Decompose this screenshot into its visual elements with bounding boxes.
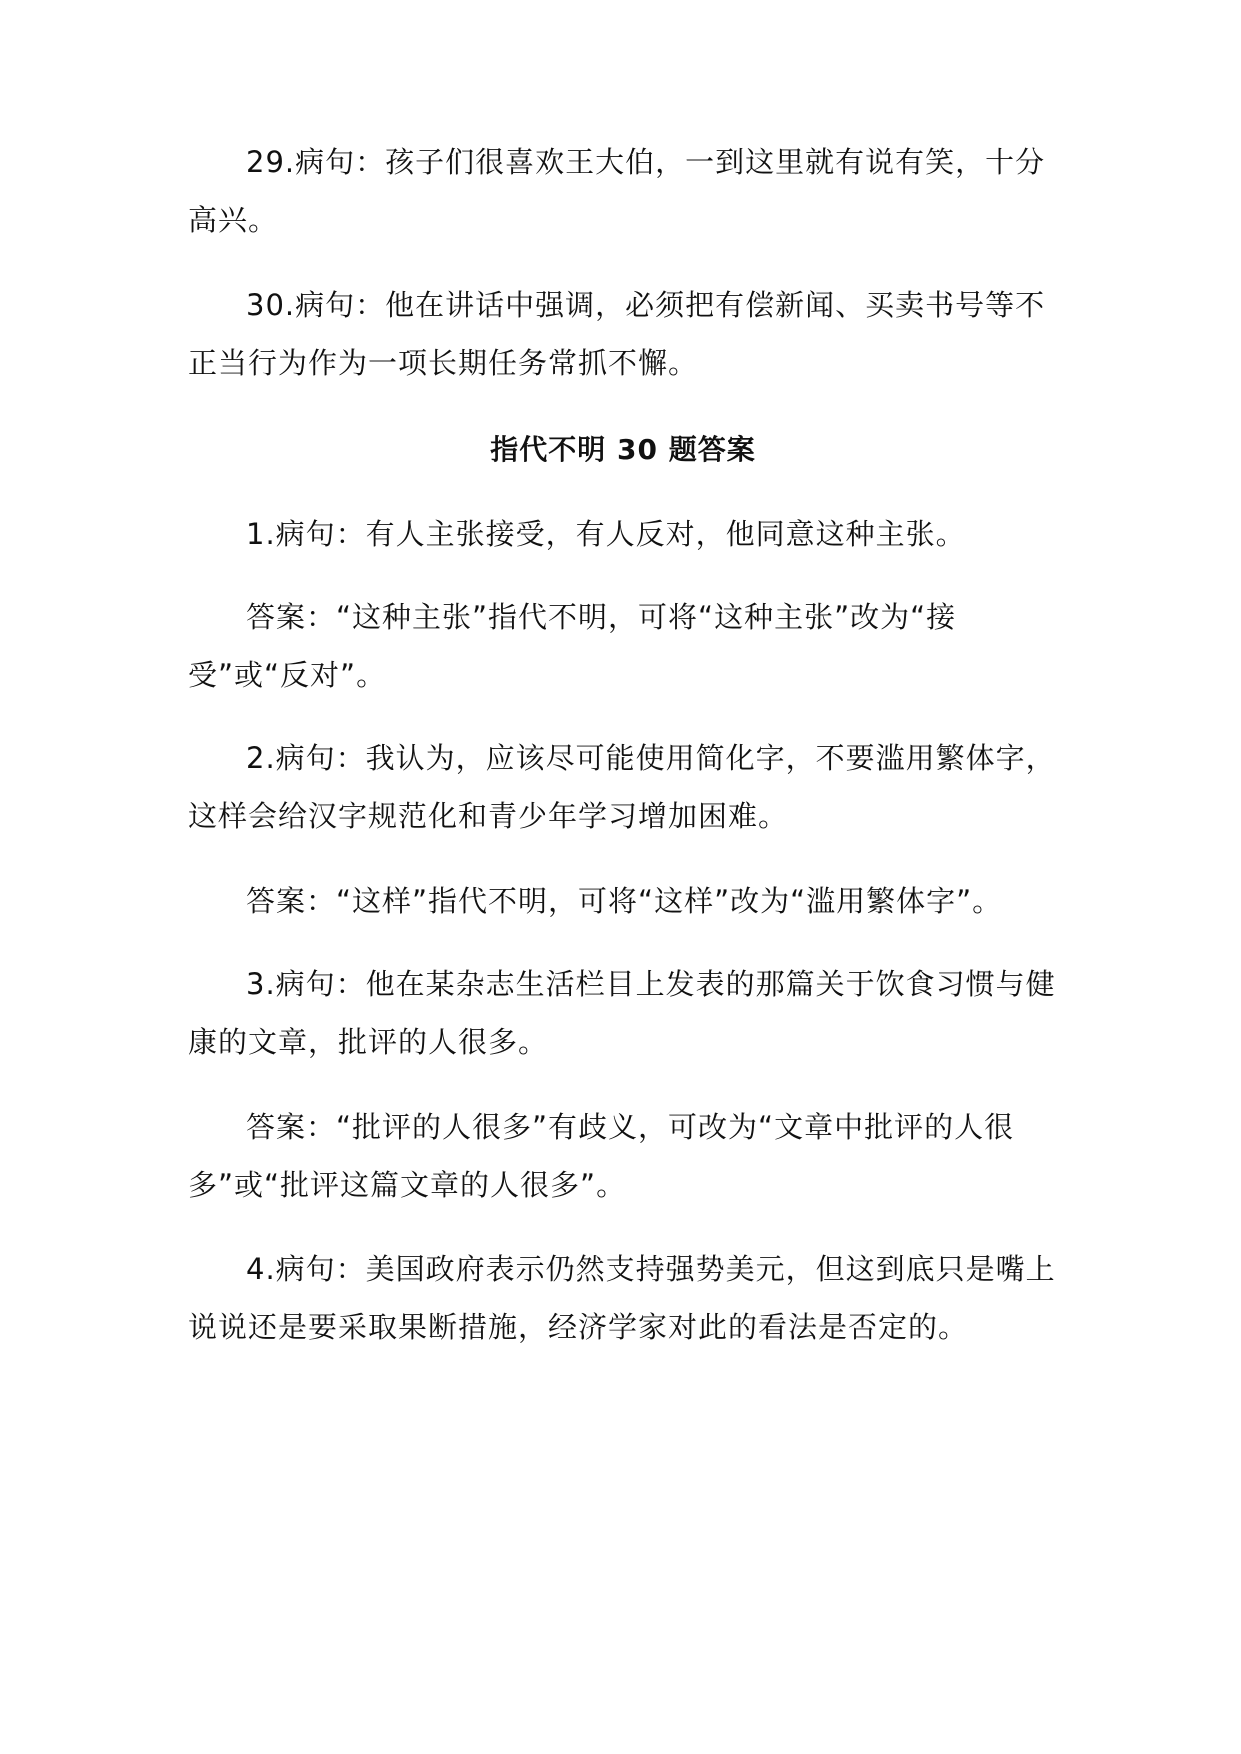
answer-2: 答案：“这样”指代不明，可将“这样”改为“滥用繁体字”。	[246, 884, 1003, 918]
answer-1: 答案：“这种主张”指代不明，可将“这种主张”改为“接受”或“反对”。	[188, 600, 957, 692]
question-29: 29.病句：孩子们很喜欢王大伯，一到这里就有说有笑，十分高兴。	[188, 145, 1046, 237]
question-1: 1.病句：有人主张接受，有人反对，他同意这种主张。	[246, 517, 966, 551]
question-30: 30.病句：他在讲话中强调，必须把有偿新闻、买卖书号等不正当行为作为一项长期任务常抓不懈。	[188, 288, 1046, 380]
answer-3: 答案：“批评的人很多”有歧义，可改为“文章中批评的人很多”或“批评这篇文章的人很多”。	[188, 1110, 1015, 1202]
question-4: 4.病句：美国政府表示仍然支持强势美元，但这到底只是嘴上说说还是要采取果断措施，经济学家对此的看法是否定的。	[188, 1252, 1056, 1344]
question-2: 2.病句：我认为，应该尽可能使用简化字，不要滥用繁体字，这样会给汉字规范化和青少年学习增加困难。	[188, 741, 1056, 833]
section-heading: 指代不明 30 题答案	[490, 433, 756, 466]
question-3: 3.病句：他在某杂志生活栏目上发表的那篇关于饮食习惯与健康的文章，批评的人很多。	[188, 967, 1056, 1059]
